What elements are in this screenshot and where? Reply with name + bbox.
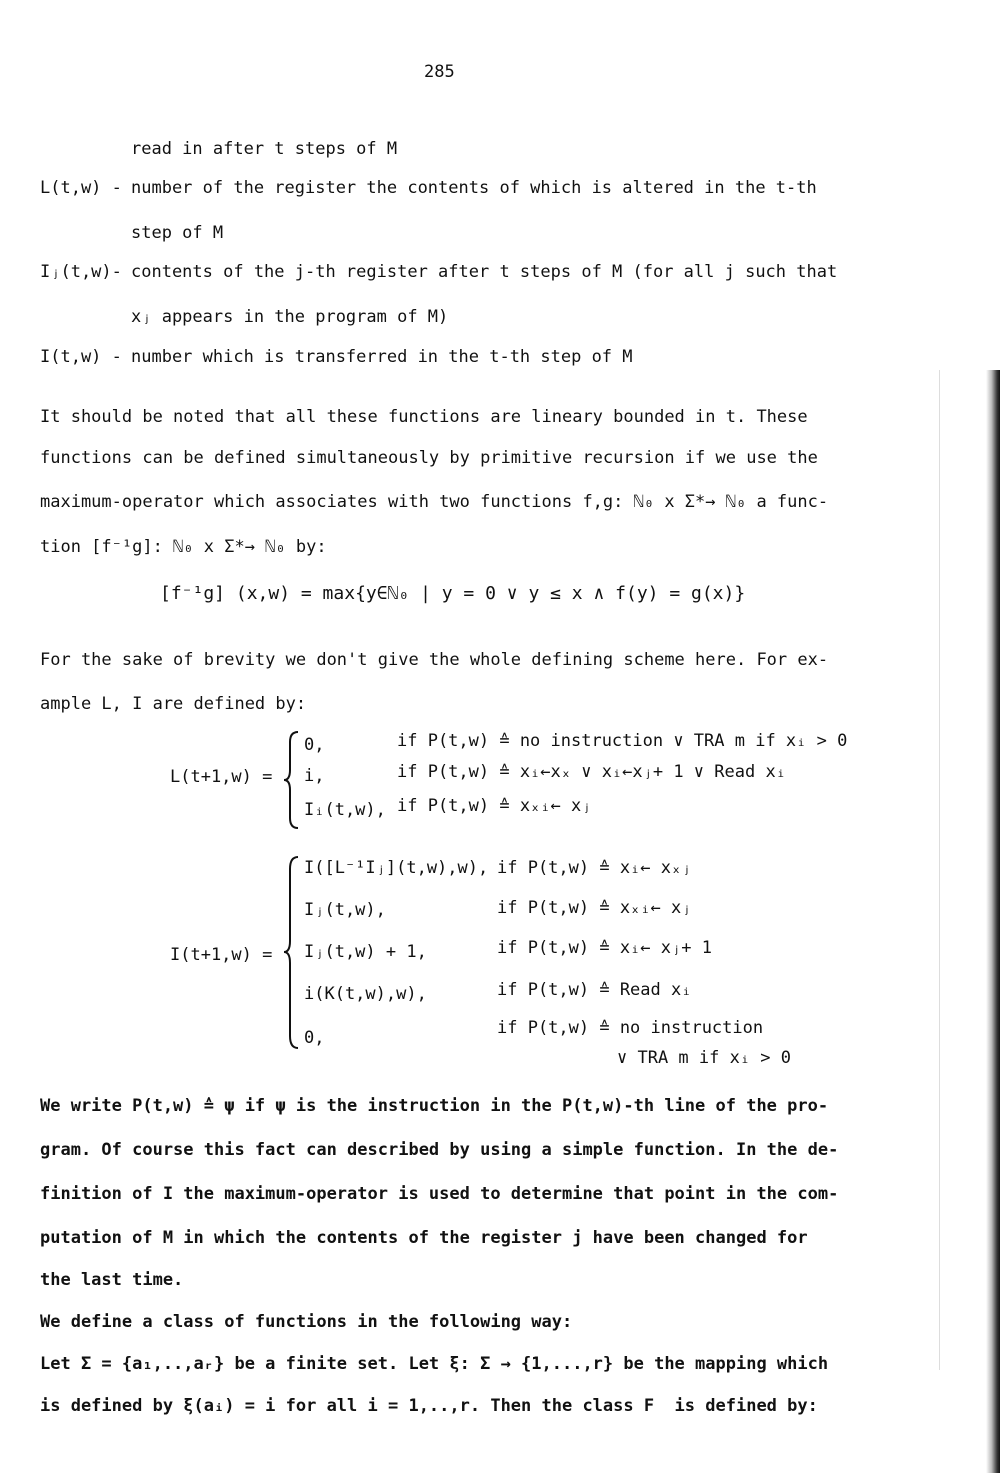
paragraph-line: We define a class of functions in the following way:: [40, 1312, 573, 1332]
def-line: number of the register the contents of which is altered in the t-th: [131, 178, 817, 198]
paragraph-line: putation of M in which the contents of the register j have been changed for: [40, 1228, 808, 1248]
paragraph-line: is defined by ξ(aᵢ) = i for all i = 1,..,r. Then the class F is defined by:: [40, 1396, 818, 1416]
paragraph-line: the last time.: [40, 1270, 184, 1290]
I-case-cond: if P(t,w) ≙ no instruction: [497, 1018, 764, 1038]
I-case-cond: if P(t,w) ≙ Read xᵢ: [497, 980, 692, 1000]
paragraph-line: tion [f⁻¹g]: ℕ₀ x Σ*→ ℕ₀ by:: [40, 537, 327, 557]
def-term: Iⱼ(t,w)-: [40, 262, 122, 282]
def-line: number which is transferred in the t-th step of M: [131, 347, 633, 367]
I-case-value: i(K(t,w),w),: [304, 984, 427, 1004]
I-case-cond: if P(t,w) ≙ xᵢ← xₓⱼ: [497, 858, 692, 878]
I-case-value: Iⱼ(t,w),: [304, 900, 386, 920]
paragraph-line: Let Σ = {a₁,..,aᵣ} be a finite set. Let ξ: Σ → {1,...,r} be the mapping which: [40, 1354, 829, 1374]
I-case-value: I([L⁻¹Iⱼ](t,w),w),: [304, 858, 489, 878]
paragraph-line: We write P(t,w) ≙ ψ if ψ is the instruction in the P(t,w)-th line of the pro-: [40, 1096, 829, 1116]
def-line: read in after t steps of M: [131, 139, 398, 159]
paragraph-line: finition of I the maximum-operator is used to determine that point in the com-: [40, 1184, 839, 1204]
I-case-value: 0,: [304, 1028, 325, 1048]
L-lhs: L(t+1,w) =: [170, 767, 273, 787]
L-case-value: 0,: [304, 735, 325, 755]
scan-shadow-line: [939, 370, 940, 1370]
I-brace: [282, 855, 302, 1050]
I-case-value: Iⱼ(t,w) + 1,: [304, 942, 427, 962]
L-case-cond: if P(t,w) ≙ xₓᵢ← xⱼ: [397, 796, 592, 816]
L-case-cond: if P(t,w) ≙ no instruction ∨ TRA m if xᵢ > 0: [397, 731, 848, 751]
I-case-cond: if P(t,w) ≙ xᵢ← xⱼ+ 1: [497, 938, 712, 958]
max-formula: [f⁻¹g] (x,w) = max{y∈ℕ₀ | y = 0 ∨ y ≤ x ∧ f(y) = g(x)}: [160, 583, 746, 604]
I-case-continuation: ∨ TRA m if xᵢ > 0: [617, 1048, 791, 1068]
paragraph-line: gram. Of course this fact can described by using a simple function. In the de-: [40, 1140, 839, 1160]
L-case-cond: if P(t,w) ≙ xᵢ←xₓ ∨ xᵢ←xⱼ+ 1 ∨ Read xᵢ: [397, 762, 786, 782]
I-lhs: I(t+1,w) =: [170, 945, 273, 965]
paragraph-line: functions can be defined simultaneously by primitive recursion if we use the: [40, 448, 818, 468]
def-line: step of M: [131, 223, 224, 243]
def-line: contents of the j-th register after t steps of M (for all j such that: [131, 262, 838, 282]
def-term: I(t,w) -: [40, 347, 122, 367]
def-term: L(t,w) -: [40, 178, 122, 198]
def-line: xⱼ appears in the program of M): [131, 307, 449, 327]
I-case-cond: if P(t,w) ≙ xₓᵢ← xⱼ: [497, 898, 692, 918]
paragraph-line: ample L, I are defined by:: [40, 694, 307, 714]
paragraph-line: maximum-operator which associates with two functions f,g: ℕ₀ x Σ*→ ℕ₀ a func-: [40, 492, 829, 512]
paragraph-line: It should be noted that all these functions are lineary bounded in t. These: [40, 407, 808, 427]
L-case-value: i,: [304, 766, 325, 786]
page-number: 285: [424, 62, 455, 82]
L-brace: [282, 730, 302, 830]
scan-edge-shadow: [986, 370, 1000, 1473]
paragraph-line: For the sake of brevity we don't give the whole defining scheme here. For ex-: [40, 650, 829, 670]
L-case-value: Iᵢ(t,w),: [304, 800, 386, 820]
